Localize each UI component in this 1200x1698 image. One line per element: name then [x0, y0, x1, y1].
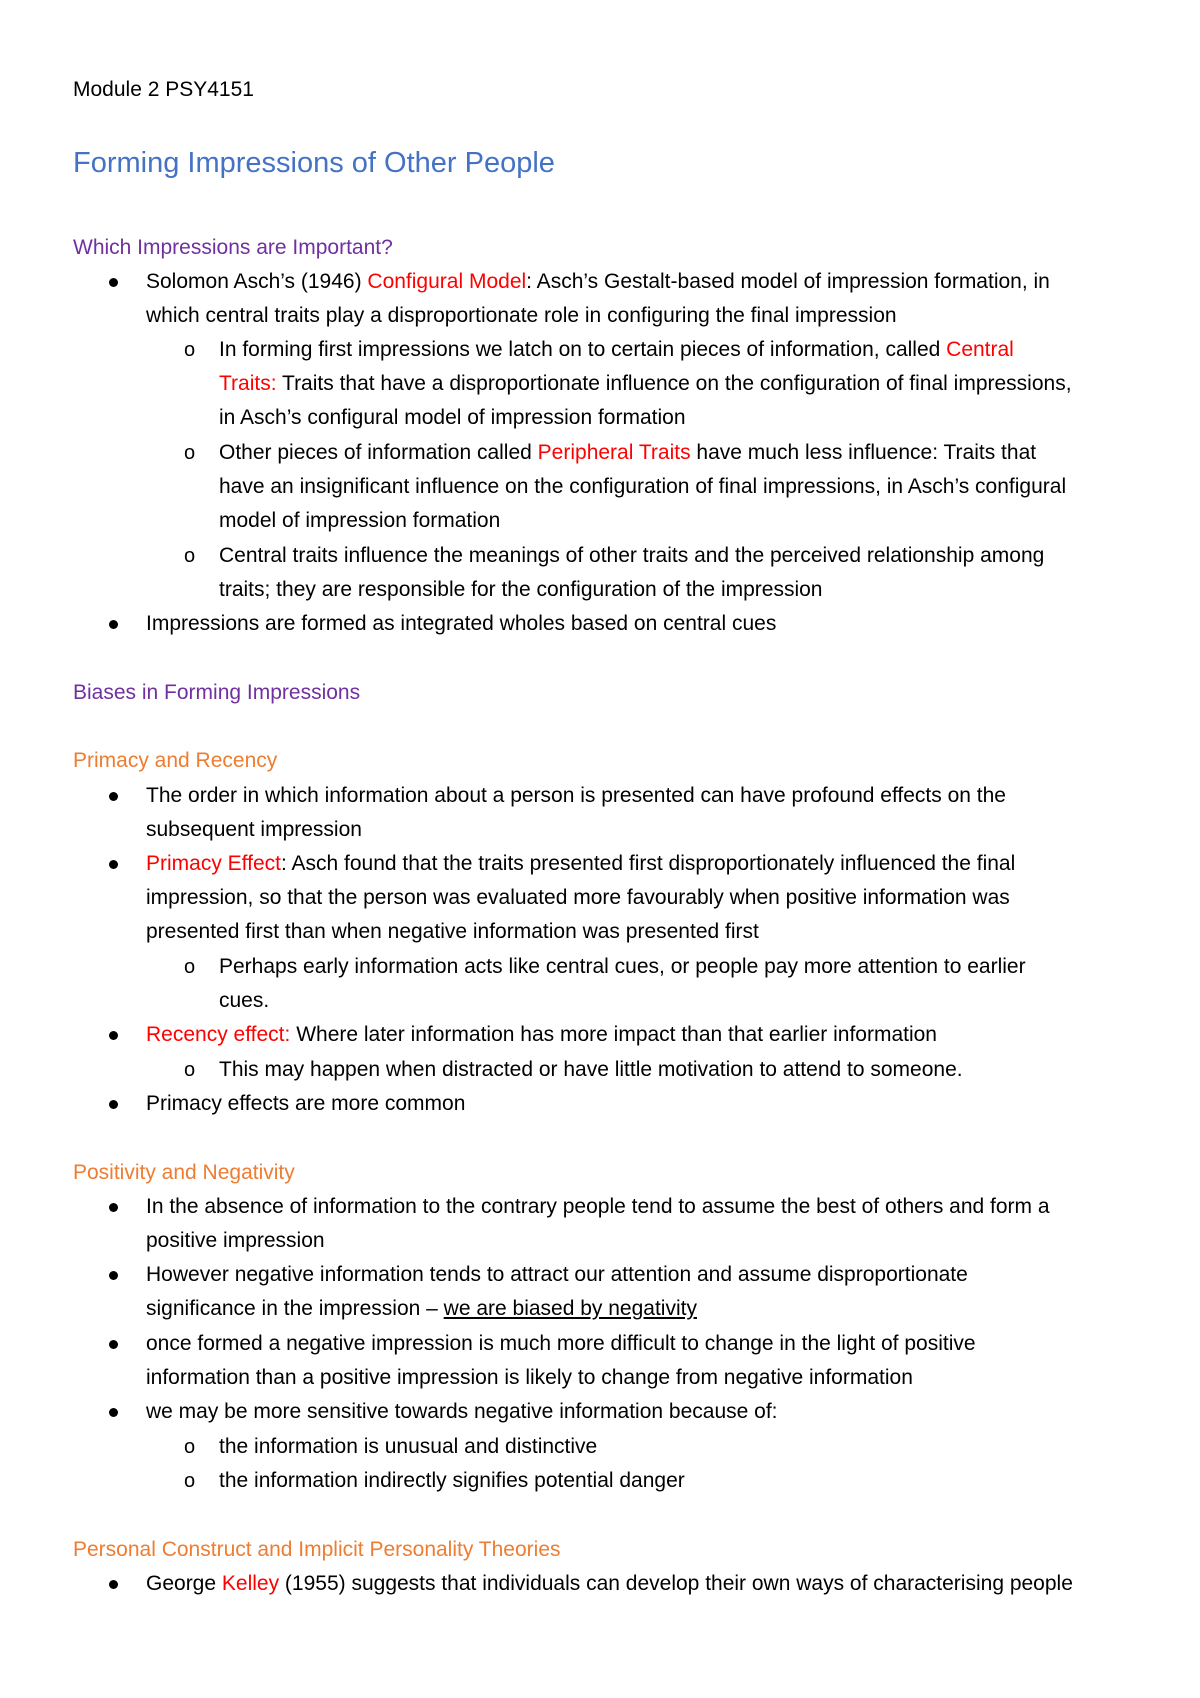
page-header: Module 2 PSY4151 [73, 78, 254, 101]
bullet-icon [109, 1408, 118, 1417]
subsection-heading-positivity-negativity: Positivity and Negativity [73, 1161, 295, 1184]
sub-list-item: Central traits influence the meanings of other traits and the perceived relationship among [219, 544, 1045, 567]
list-item-continuation: significance in the impression – we are biased by negativity [146, 1297, 697, 1320]
subsection-heading-personal-construct: Personal Construct and Implicit Personality Theories [73, 1538, 561, 1561]
sub-bullet-icon: o [184, 1470, 196, 1492]
sub-bullet-icon: o [184, 545, 196, 567]
list-item-continuation: which central traits play a disproportionate role in configuring the final impression [146, 304, 897, 327]
list-item-continuation: presented first than when negative information was presented first [146, 920, 759, 943]
bullet-icon [109, 1100, 118, 1109]
term-central-traits: Central [946, 338, 1014, 361]
sub-bullet-icon: o [184, 442, 196, 464]
term-configural-model: Configural Model [367, 270, 527, 293]
term-primacy-effect: Primacy Effect [146, 852, 281, 875]
sub-list-item-continuation: have an insignificant influence on the configuration of final impressions, in Asch’s configural [219, 475, 1067, 498]
sub-list-item: Perhaps early information acts like central cues, or people pay more attention to earlier [219, 955, 1026, 978]
underlined-phrase: we are biased by negativity [443, 1297, 697, 1320]
bullet-icon [109, 1031, 118, 1040]
bullet-icon [109, 860, 118, 869]
bullet-icon [109, 620, 118, 629]
sub-list-item-continuation: model of impression formation [219, 509, 501, 532]
document-title: Forming Impressions of Other People [73, 147, 555, 179]
list-item: once formed a negative impression is much more difficult to change in the light of positive [146, 1332, 976, 1355]
subsection-heading-primacy-recency: Primacy and Recency [73, 749, 278, 772]
list-item: Primacy effects are more common [146, 1092, 466, 1115]
sub-list-item: Other pieces of information called Peripheral Traits have much less influence: Traits that [219, 441, 1037, 464]
list-item: we may be more sensitive towards negative information because of: [146, 1400, 778, 1423]
sub-bullet-icon: o [184, 339, 196, 361]
section-heading-important: Which Impressions are Important? [73, 236, 393, 259]
list-item-continuation: subsequent impression [146, 818, 362, 841]
sub-list-item: In forming first impressions we latch on to certain pieces of information, called Central [219, 338, 1014, 361]
bullet-icon [109, 278, 118, 287]
sub-list-item-continuation: cues. [219, 989, 270, 1012]
sub-list-item-continuation: traits; they are responsible for the configuration of the impression [219, 578, 823, 601]
sub-bullet-icon: o [184, 1059, 196, 1081]
list-item: Solomon Asch’s (1946) Configural Model: Asch’s Gestalt-based model of impression formation, in [146, 270, 1050, 293]
bullet-icon [109, 1580, 118, 1589]
term-kelley: Kelley [221, 1572, 280, 1595]
list-item: George Kelley (1955) suggests that individuals can develop their own ways of characterising people [146, 1572, 1073, 1595]
list-item: In the absence of information to the contrary people tend to assume the best of others and form a [146, 1195, 1050, 1218]
bullet-icon [109, 1203, 118, 1212]
list-item: The order in which information about a person is presented can have profound effects on the [146, 784, 1006, 807]
list-item: However negative information tends to attract our attention and assume disproportionate [146, 1263, 968, 1286]
sub-list-item: This may happen when distracted or have little motivation to attend to someone. [219, 1058, 963, 1081]
sub-list-item: the information is unusual and distinctive [219, 1435, 598, 1458]
sub-list-item-continuation: in Asch’s configural model of impression formation [219, 406, 686, 429]
sub-list-item-continuation: Traits: Traits that have a disproportionate influence on the configuration of final impressions, [219, 372, 1072, 395]
list-item: Primacy Effect: Asch found that the traits presented first disproportionately influenced the final [146, 852, 1016, 875]
section-heading-biases: Biases in Forming Impressions [73, 681, 361, 704]
bullet-icon [109, 1271, 118, 1280]
sub-bullet-icon: o [184, 1436, 196, 1458]
list-item-continuation: information than a positive impression is likely to change from negative information [146, 1366, 913, 1389]
list-item: Recency effect: Where later information has more impact than that earlier information [146, 1023, 937, 1046]
term-recency-effect: Recency effect: [146, 1023, 291, 1046]
sub-bullet-icon: o [184, 956, 196, 978]
sub-list-item: the information indirectly signifies potential danger [219, 1469, 685, 1492]
list-item-continuation: impression, so that the person was evaluated more favourably when positive information was [146, 886, 1010, 909]
list-item-continuation: positive impression [146, 1229, 325, 1252]
term-peripheral-traits: Peripheral Traits [537, 441, 691, 464]
bullet-icon [109, 792, 118, 801]
bullet-icon [109, 1340, 118, 1349]
list-item: Impressions are formed as integrated wholes based on central cues [146, 612, 777, 635]
